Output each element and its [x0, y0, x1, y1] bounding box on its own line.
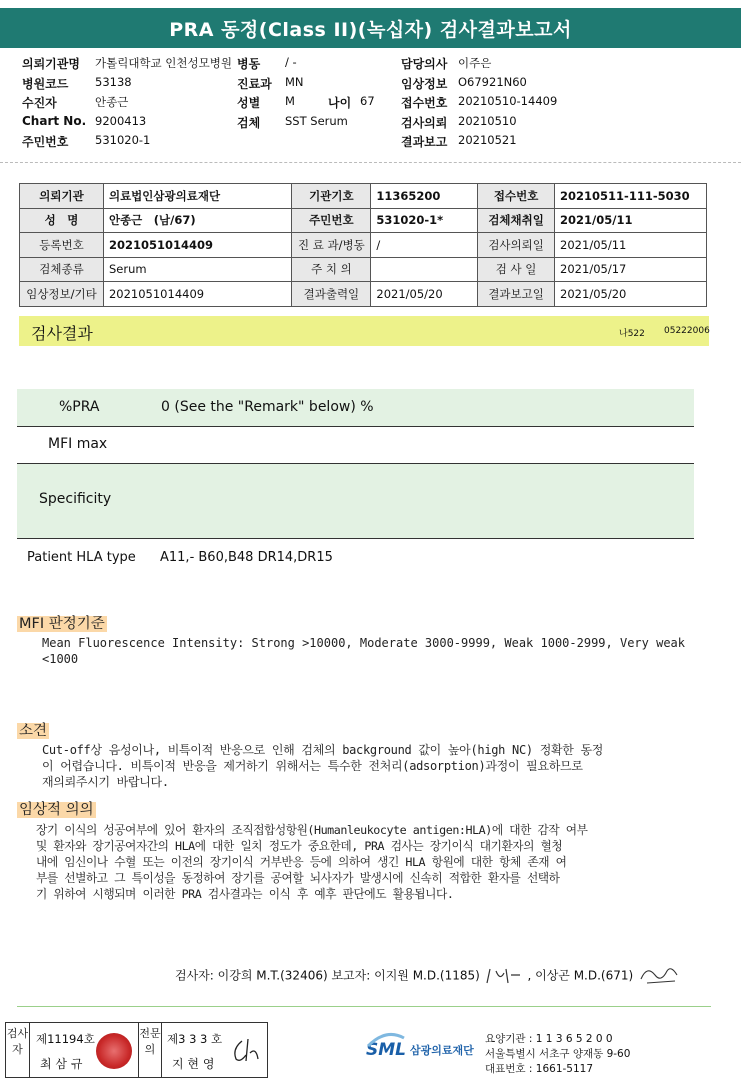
- remark-text: [42, 742, 702, 790]
- header-label: 병동: [237, 57, 261, 71]
- table-cell-value: 2021/05/11: [555, 233, 707, 258]
- header-right-labels: [401, 55, 461, 153]
- header-label: 병원코드: [22, 76, 69, 91]
- table-row: [20, 257, 707, 282]
- org-address: 서울특별시 서초구 양재동 9-60: [485, 1048, 631, 1060]
- signature-text-1: 검사자: 이강희 M.T.(32406) 보고자: 이지원 M.D.(1185): [175, 968, 480, 983]
- mfi-criteria-text: [42, 635, 702, 667]
- footer-seal-box: [5, 1022, 268, 1078]
- header-label: 임상정보: [401, 76, 448, 91]
- logo-mark: SML: [366, 1040, 406, 1060]
- signature-line: [175, 963, 681, 989]
- table-cell-value: 안종근 (남/67): [103, 208, 291, 233]
- mfi-criteria-heading-text: MFI 판정기준: [19, 616, 105, 632]
- header-value: 20210510-14409: [458, 94, 558, 108]
- table-cell-label: 주민번호: [292, 208, 371, 233]
- table-cell-label: 의뢰기관: [20, 184, 104, 209]
- table-cell-label: 성 명: [20, 208, 104, 233]
- table-cell-label: 진 료 과/병동: [292, 233, 371, 258]
- clinical-heading: [17, 798, 96, 819]
- report-title: PRA 동정(Class II)(녹십자) 검사결과보고서: [0, 8, 741, 48]
- table-cell-label: 기관기호: [292, 184, 371, 209]
- specialist-name: 지 현 영: [172, 1057, 215, 1071]
- table-cell-label: 결과출력일: [292, 282, 371, 307]
- table-cell-value: 20210511-111-5030: [555, 184, 707, 209]
- patient-info-table: [19, 183, 707, 307]
- header-value: O67921N60: [458, 74, 527, 89]
- table-cell-value: 2021/05/17: [555, 257, 707, 282]
- header-label: 검사의뢰: [401, 115, 448, 130]
- text-line: 장기 이식의 성공여부에 있어 환자의 조직접합성항원(Humanleukocyte antigen:HLA)에 대한 감작 여부: [36, 823, 588, 837]
- specialist-signature: [228, 1035, 262, 1067]
- result-code-2: 05222006: [664, 326, 710, 336]
- table-row: [20, 233, 707, 258]
- table-cell-label: 결과보고일: [478, 282, 555, 307]
- inspector-license: 제11194호: [36, 1032, 95, 1046]
- row-divider: [17, 426, 694, 427]
- remark-heading: [17, 719, 49, 740]
- table-cell-value: [371, 257, 478, 282]
- mfi-max-label: MFI max: [48, 436, 108, 452]
- header-value: 이주은: [458, 56, 492, 70]
- result-code-1: 나522: [619, 329, 645, 339]
- specificity-row: [17, 464, 694, 538]
- header-value: 안종근: [95, 95, 129, 109]
- clinical-text: [36, 822, 701, 902]
- specialist-label: 전문의: [138, 1023, 162, 1077]
- logo-arc-icon: [366, 1030, 406, 1054]
- hla-type-label: Patient HLA type: [27, 550, 136, 565]
- header-label: 결과보고: [401, 135, 448, 149]
- hla-type-value: A11,- B60,B48 DR14,DR15: [160, 550, 333, 565]
- mfi-criteria-heading: [17, 612, 107, 633]
- header-value: 20210521: [458, 133, 517, 147]
- table-row: [20, 282, 707, 307]
- text-line: 및 환자와 장기공여자간의 HLA에 대한 일치 정도가 중요한데, PRA 검사는 장기이식 대기환자의 혈청: [36, 839, 563, 853]
- header-label: 접수번호: [401, 96, 448, 110]
- text-line: 재의뢰주시기 바랍니다.: [42, 775, 169, 789]
- header-label: 주민번호: [22, 135, 69, 149]
- header-label: Chart No.: [22, 113, 87, 128]
- inspector-name: 최 삼 규: [40, 1057, 83, 1071]
- table-cell-label: 검사의뢰일: [478, 233, 555, 258]
- logo-name: 삼광의료재단: [410, 1044, 474, 1057]
- header-value: SST Serum: [285, 113, 348, 128]
- clinical-heading-text: 임상적 의의: [19, 802, 94, 818]
- org-code: 요양기관 : 1 1 3 6 5 2 0 0: [485, 1033, 613, 1045]
- org-phone: 대표번호 : 1661-5117: [485, 1063, 594, 1075]
- specificity-label: Specificity: [39, 491, 112, 507]
- header-value: / -: [285, 55, 297, 69]
- text-line: 부를 선별하고 그 특이성을 동정하여 장기를 공여할 뇌사자가 발생시에 신속히 적합한 환자를 선택하: [36, 871, 560, 885]
- table-cell-value: 2021051014409: [103, 233, 291, 258]
- remark-heading-text: 소견: [19, 723, 48, 739]
- result-heading-bar: [19, 316, 709, 346]
- table-cell-value: 의료법인삼광의료재단: [103, 184, 291, 209]
- table-cell-value: 2021/05/20: [371, 282, 478, 307]
- table-cell-value: 11365200: [371, 184, 478, 209]
- header-label: 담당의사: [401, 57, 448, 71]
- table-cell-value: /: [371, 233, 478, 258]
- red-seal-icon: [96, 1033, 132, 1069]
- text-line: Mean Fluorescence Intensity: Strong >10000, Moderate 3000-9999, Weak 1000-2999, Very weak: [42, 636, 685, 650]
- header-value: MN: [285, 74, 304, 89]
- age-label: 나이: [328, 96, 352, 110]
- table-cell-label: 등록번호: [20, 233, 104, 258]
- table-row: [20, 208, 707, 233]
- table-row: [20, 184, 707, 209]
- header-left-labels: [22, 55, 102, 153]
- table-cell-value: 2021/05/20: [555, 282, 707, 307]
- row-divider: [17, 538, 694, 539]
- table-cell-label: 임상정보/기타: [20, 282, 104, 307]
- footer-separator: [17, 1006, 711, 1007]
- text-line: <1000: [42, 652, 79, 666]
- table-cell-label: 검체채취일: [478, 208, 555, 233]
- signature-scribble-2: [637, 963, 681, 989]
- table-cell-label: 검체종류: [20, 257, 104, 282]
- header-value: M: [285, 94, 295, 108]
- pra-row: [17, 389, 694, 426]
- header-value: 53138: [95, 74, 132, 89]
- result-heading: 검사결과: [31, 324, 93, 343]
- header-label: 수진자: [22, 96, 57, 110]
- header-value: 531020-1: [95, 133, 151, 147]
- table-cell-label: 검 사 일: [478, 257, 555, 282]
- sml-logo: [366, 1040, 474, 1060]
- table-cell-label: 주 치 의: [292, 257, 371, 282]
- header-mid-labels: [237, 55, 287, 133]
- header-right-values: [458, 55, 608, 153]
- text-line: Cut-off상 음성이나, 비특이적 반응으로 인해 검체의 background 값이 높아(high NC) 정확한 동정: [42, 743, 604, 757]
- header-value: 가톨릭대학교 인천성모병원: [95, 56, 232, 70]
- pra-value: 0 (See the "Remark" below) %: [161, 399, 374, 415]
- text-line: 내에 임신이나 수혈 또는 이전의 장기이식 거부반응 등에 의하여 생긴 HLA 항원에 대한 항체 존재 여: [36, 855, 567, 869]
- table-cell-value: Serum: [103, 257, 291, 282]
- table-cell-value: 531020-1*: [371, 208, 478, 233]
- header-separator: [0, 162, 741, 163]
- inspector-label: 검사자: [6, 1023, 30, 1077]
- text-line: 이 어렵습니다. 비특이적 반응을 제거하기 위해서는 특수한 전처리(adsorption)과정이 필요하므로: [42, 759, 583, 773]
- age-value: 67: [360, 94, 375, 108]
- signature-scribble-1: [484, 965, 524, 987]
- text-line: 기 위하여 시행되며 이러한 PRA 검사결과는 이식 후 예후 판단에도 활용됩니다.: [36, 887, 454, 901]
- header-label: 검체: [237, 115, 261, 130]
- pra-label: %PRA: [59, 399, 100, 415]
- header-label: 성별: [237, 96, 261, 110]
- header-value: 20210510: [458, 113, 517, 128]
- table-cell-value: 2021051014409: [103, 282, 291, 307]
- header-value: 9200413: [95, 113, 147, 128]
- table-cell-label: 접수번호: [478, 184, 555, 209]
- specialist-license: 제3 3 3 호: [167, 1032, 223, 1046]
- header-label: 진료과: [237, 76, 272, 91]
- signature-text-2: , 이상곤 M.D.(671): [527, 968, 634, 983]
- table-cell-value: 2021/05/11: [555, 208, 707, 233]
- header-label: 의뢰기관명: [22, 57, 80, 71]
- org-info: [485, 1032, 630, 1077]
